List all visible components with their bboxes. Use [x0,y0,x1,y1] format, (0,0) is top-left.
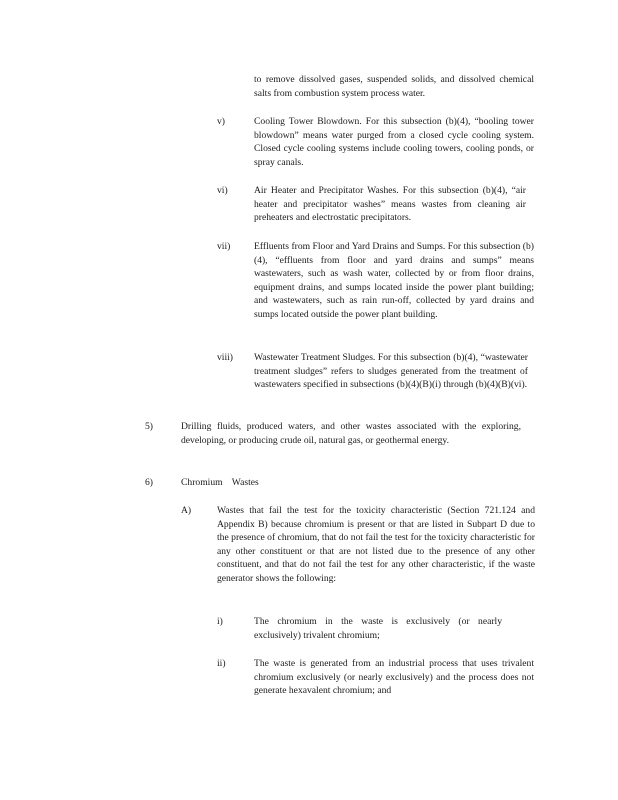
item-marker-6: 6) [145,477,153,488]
item-marker-i: i) [217,616,223,627]
item-marker-viii: viii) [217,352,233,363]
item-vii-paragraph: Effluents from Floor and Yard Drains and Sumps. For this subsection (b)(4), “effluents from floor and yard drains and sumps” means wastewaters, such as wash water, collected by or from floor drains, equipment drains, and sumps located inside the power plant building; and wastewaters, such as rain run-off, collected by yard drains and sumps located outside the power plant building. [254,241,534,320]
item-6-heading: Chromium Wastes [181,477,259,488]
continuation-paragraph: to remove dissolved gases, suspended solids, and dissolved chemical salts from combustion system process water. [254,74,534,99]
item-marker-5: 5) [145,421,153,432]
item-A-paragraph: Wastes that fail the test for the toxicity characteristic (Section 721.124 and Appendix B) because chromium is present or that are listed in Subpart D due to the presence of chromium, that do not fail the test for the toxicity characteristic for any other constituent or that are not listed due to the presence of any other constituent, and that do not fail the test for any other characteristic, if the waste generator shows the following: [217,505,535,584]
item-marker-ii: ii) [217,658,226,669]
item-i-paragraph: The chromium in the waste is exclusively (or nearly exclusively) trivalent chromium; [254,616,502,641]
item-marker-vi: vi) [217,185,228,196]
item-5-paragraph: Drilling fluids, produced waters, and other wastes associated with the exploring, developing, or producing crude oil, natural gas, or geothermal energy. [181,421,521,446]
item-ii-paragraph: The waste is generated from an industrial process that uses trivalent chromium exclusively (or nearly exclusively) and the process does not generate hexavalent chromium; and [254,658,534,697]
item-marker-A: A) [181,505,192,516]
item-viii-paragraph: Wastewater Treatment Sludges. For this subsection (b)(4), “wastewater treatment sludges” refers to sludges generated from the treatment of wastewaters specified in subsections (b)(4)(B)(i) through (b)(4)(B)(vi). [254,352,528,391]
item-marker-v: v) [217,116,225,127]
item-vi-paragraph: Air Heater and Precipitator Washes. For this subsection (b)(4), “air heater and precipitator washes” means wastes from cleaning air preheaters and electrostatic precipitators. [254,185,526,224]
item-v-paragraph: Cooling Tower Blowdown. For this subsection (b)(4), “booling tower blowdown” means water purged from a closed cycle cooling system. Closed cycle cooling systems include cooling towers, cooling ponds, or spray canals. [254,116,534,168]
item-marker-vii: vii) [217,241,231,252]
